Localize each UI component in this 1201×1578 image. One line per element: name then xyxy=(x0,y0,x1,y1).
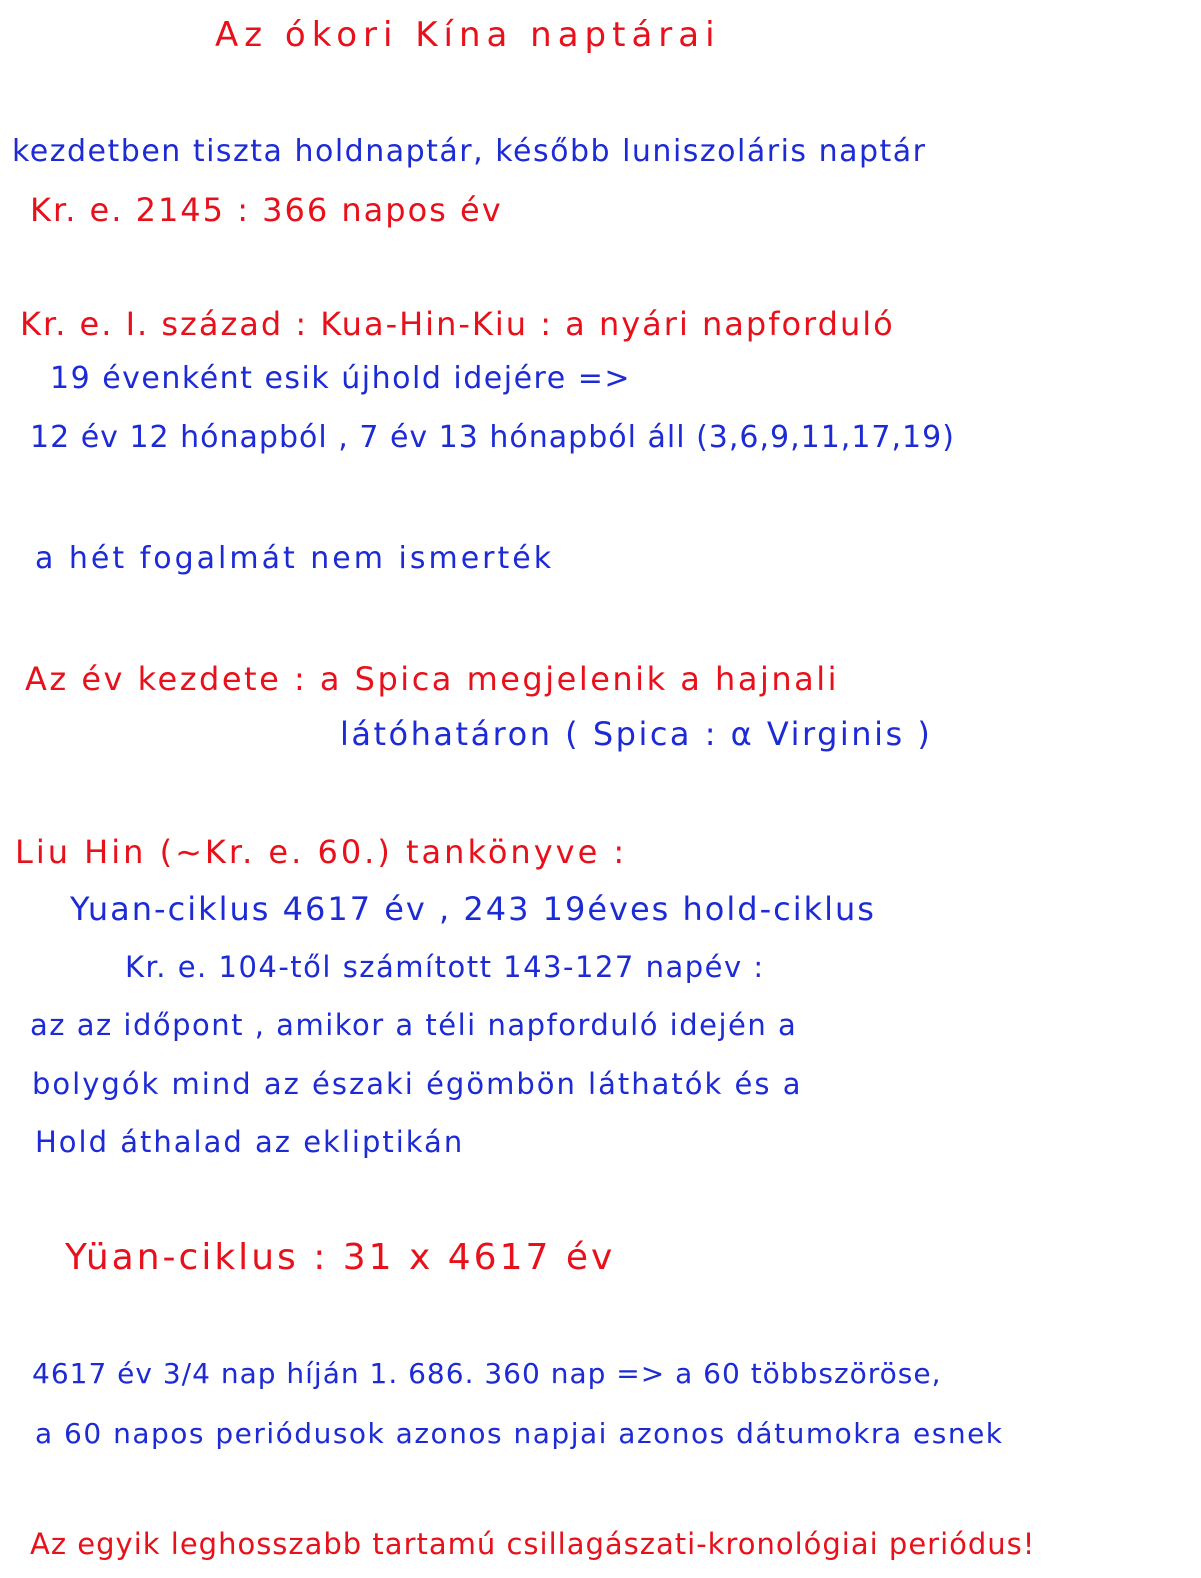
note-line-yuan-cycle: Yuan-ciklus 4617 év , 243 19éves hold-ciklus xyxy=(70,890,876,928)
note-line-liu-hin: Liu Hin (~Kr. e. 60.) tankönyve : xyxy=(15,833,628,871)
note-line-kua-hin-kiu: Kr. e. I. század : Kua-Hin-Kiu : a nyári napforduló xyxy=(20,305,895,343)
note-line-lunar-calendar: kezdetben tiszta holdnaptár, később luniszoláris naptár xyxy=(12,134,927,169)
note-line-counted-from: Kr. e. 104-től számított 143-127 napév : xyxy=(125,950,765,984)
note-line-year-start: Az év kezdete : a Spica megjelenik a hajnali xyxy=(25,660,839,698)
note-line-366-day-year: Kr. e. 2145 : 366 napos év xyxy=(30,191,503,229)
note-line-week-concept: a hét fogalmát nem ismerték xyxy=(35,541,555,576)
note-line-day-count: 4617 év 3/4 nap híján 1. 686. 360 nap => a 60 többszöröse, xyxy=(32,1357,942,1390)
note-line-spica-horizon: látóhatáron ( Spica : α Virginis ) xyxy=(340,715,933,753)
note-line-planets: bolygók mind az északi égömbön láthatók és a xyxy=(32,1067,803,1101)
note-line-19-year-cycle: 19 évenként esik újhold idejére => xyxy=(50,361,631,396)
page-title: Az ókori Kína naptárai xyxy=(215,15,721,55)
note-line-60-day-periods: a 60 napos periódusok azonos napjai azonos dátumokra esnek xyxy=(35,1417,1004,1450)
note-line-month-counts: 12 év 12 hónapból , 7 év 13 hónapból áll (3,6,9,11,17,19) xyxy=(30,420,955,455)
note-line-yuan-cycle-total: Yüan-ciklus : 31 x 4617 év xyxy=(65,1237,616,1278)
note-line-conclusion: Az egyik leghosszabb tartamú csillagászati-kronológiai periódus! xyxy=(30,1527,1036,1561)
note-line-moon-ecliptic: Hold áthalad az ekliptikán xyxy=(35,1125,465,1159)
note-line-winter-solstice: az az időpont , amikor a téli napforduló idején a xyxy=(30,1008,798,1042)
